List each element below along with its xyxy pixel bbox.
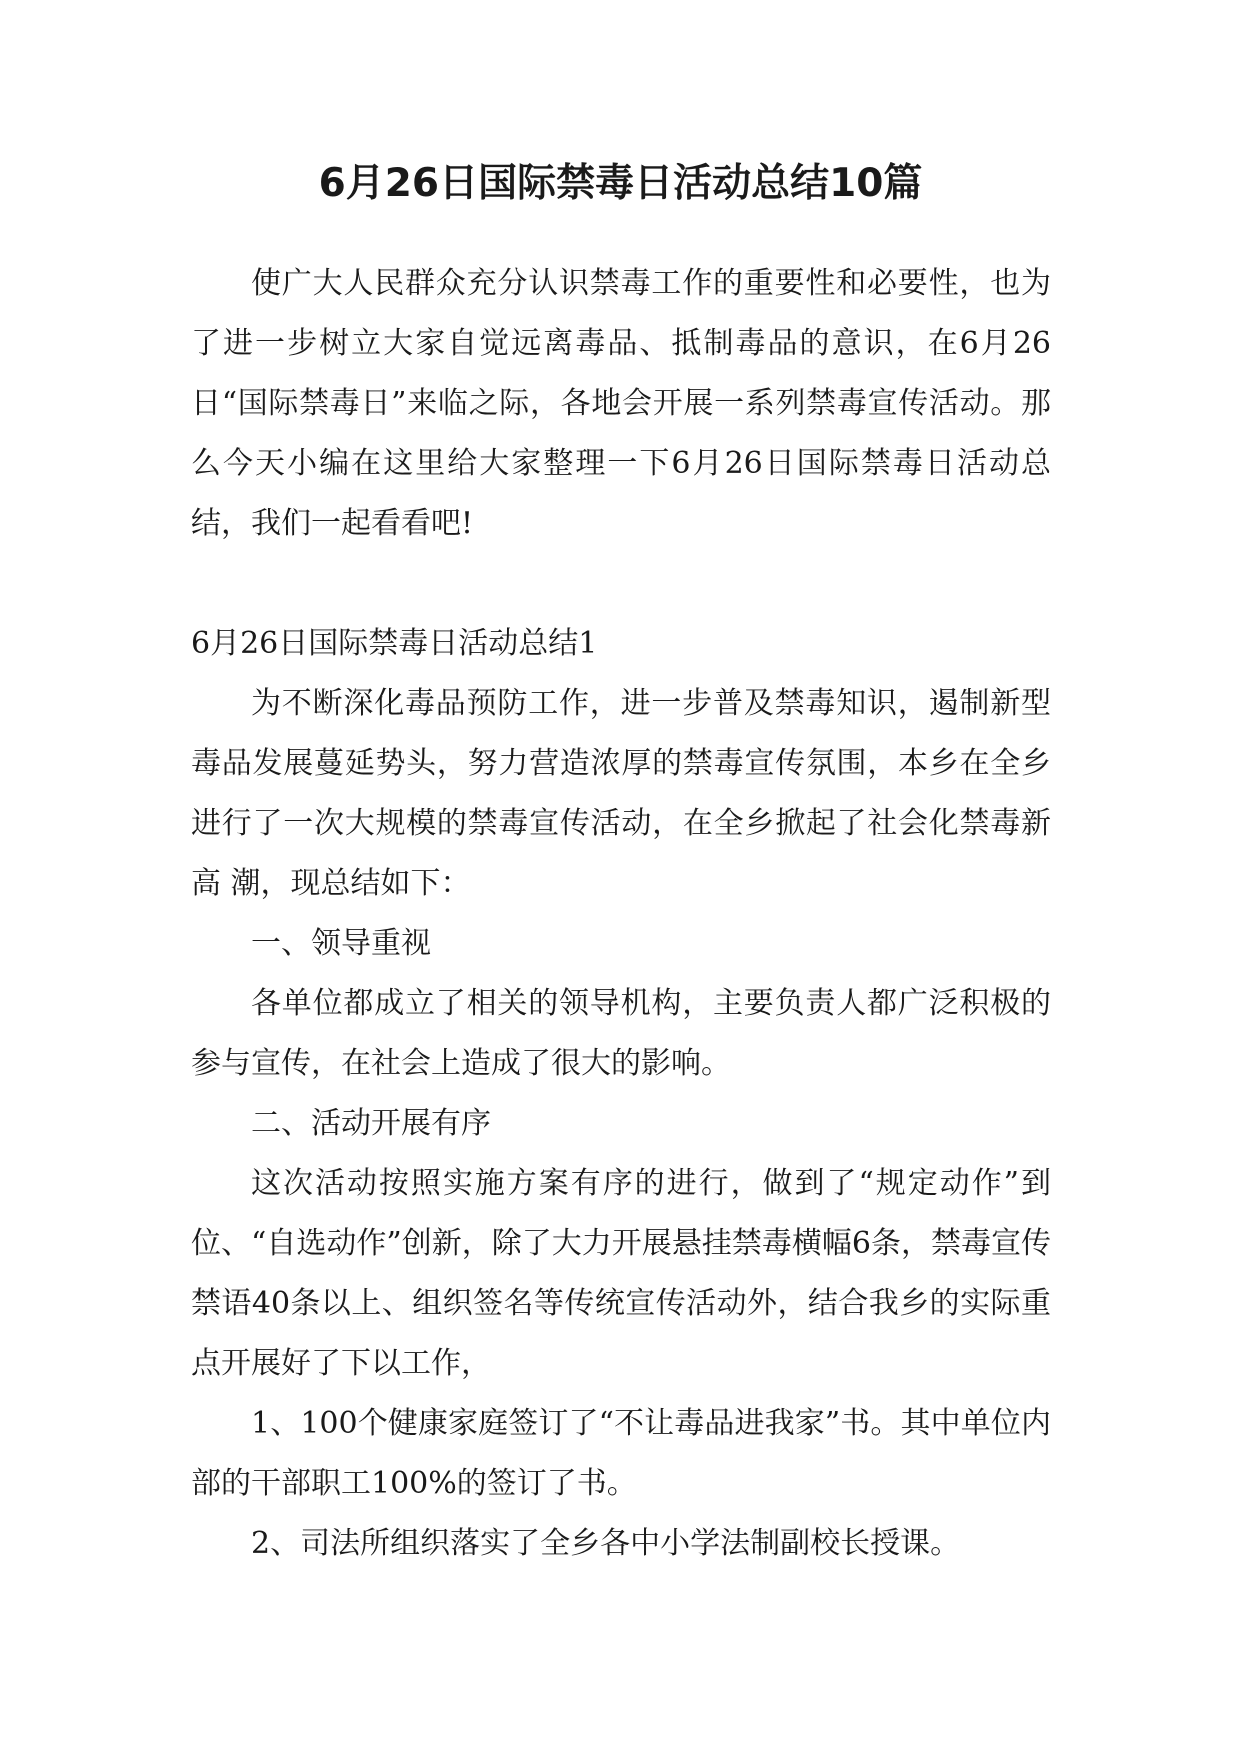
subheading-leadership: 一、领导重视 — [251, 926, 431, 961]
body-paragraph: 各单位都成立了相关的领导机构，主要负责人都广泛积极的参与宣传，在社会上造成了很大的影响。 — [191, 986, 1051, 1081]
body-paragraph: 这次活动按照实施方案有序的进行，做到了“规定动作”到位、“自选动作”创新，除了大力开展悬挂禁毒横幅6条，禁毒宣传禁语40条以上、组织签名等传统宣传活动外，结合我乡的实际重点开展好了下以工作， — [191, 1166, 1051, 1381]
body-paragraph: 为不断深化毒品预防工作，进一步普及禁毒知识，遏制新型毒品发展蔓延势头，努力营造浓厚的禁毒宣传氛围，本乡在全乡进行了一次大规模的禁毒宣传活动，在全乡掀起了社会化禁毒新高 潮，现总结如下： — [191, 686, 1051, 901]
subheading-activities: 二、活动开展有序 — [251, 1106, 491, 1141]
document-title: 6月26日国际禁毒日活动总结10篇 — [318, 161, 923, 206]
section-heading: 6月26日国际禁毒日活动总结1 — [191, 626, 598, 661]
paragraph-gap — [191, 554, 1051, 614]
list-item: 2、司法所组织落实了全乡各中小学法制副校长授课。 — [251, 1526, 961, 1561]
document-body — [191, 254, 1051, 1574]
intro-paragraph: 使广大人民群众充分认识禁毒工作的重要性和必要性，也为了进一步树立大家自觉远离毒品、抵制毒品的意识，在6月26日“国际禁毒日”来临之际，各地会开展一系列禁毒宣传活动。那么今天小编在这里给大家整理一下6月26日国际禁毒日活动总结，我们一起看看吧! — [191, 266, 1051, 541]
list-item: 1、100个健康家庭签订了“不让毒品进我家”书。其中单位内部的干部职工100%的签订了书。 — [191, 1406, 1051, 1501]
